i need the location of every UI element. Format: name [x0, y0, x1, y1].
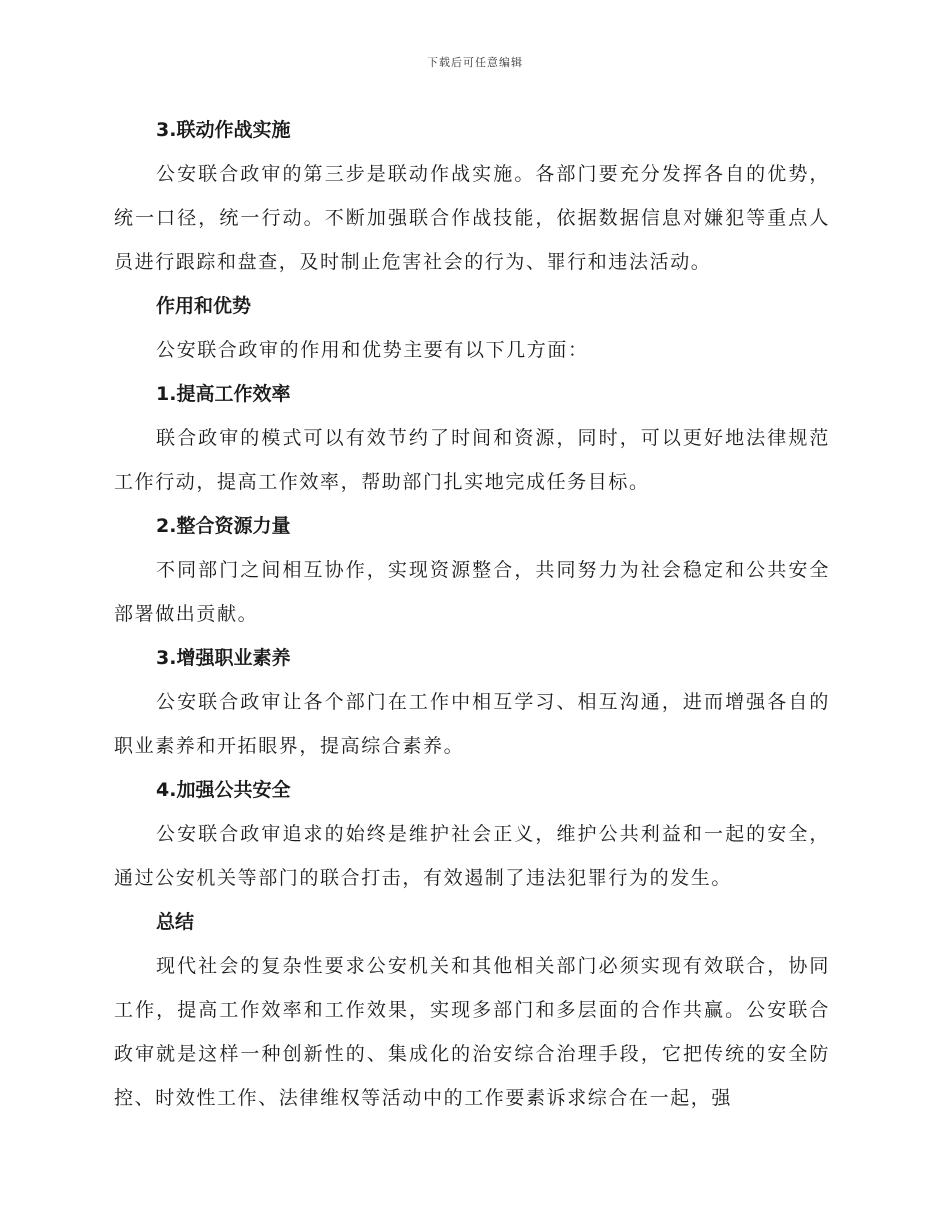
- paragraph-efficiency: 联合政审的模式可以有效节约了时间和资源，同时，可以更好地法律规范工作行动，提高工作效率，帮助部门扎实地完成任务目标。: [114, 427, 830, 493]
- page-header: 下载后可任意编辑: [427, 56, 523, 69]
- section-heading-public-safety: 4.加强公共安全: [156, 779, 291, 801]
- section-heading-resources: 2.整合资源力量: [156, 515, 291, 537]
- section-heading-efficiency: 1.提高工作效率: [156, 383, 291, 405]
- section-heading-joint-operation: 3.联动作战实施: [156, 119, 291, 141]
- paragraph-resources: 不同部门之间相互协作，实现资源整合，共同努力为社会稳定和公共安全部署做出贡献。: [114, 559, 830, 625]
- section-heading-summary: 总结: [156, 911, 195, 933]
- paragraph-role-advantages: 公安联合政审的作用和优势主要有以下几方面：: [156, 339, 589, 361]
- document-body: [114, 108, 830, 1120]
- paragraph-joint-operation: 公安联合政审的第三步是联动作战实施。各部门要充分发挥各自的优势，统一口径，统一行动。不断加强联合作战技能，依据数据信息对嫌犯等重点人员进行跟踪和盘查，及时制止危害社会的行为、罪行和违法活动。: [114, 163, 830, 273]
- paragraph-public-safety: 公安联合政审追求的始终是维护社会正义，维护公共利益和一起的安全，通过公安机关等部门的联合打击，有效遏制了违法犯罪行为的发生。: [114, 823, 830, 889]
- section-heading-role-advantages: 作用和优势: [156, 295, 252, 317]
- paragraph-professionalism: 公安联合政审让各个部门在工作中相互学习、相互沟通，进而增强各自的职业素养和开拓眼界，提高综合素养。: [114, 691, 830, 757]
- paragraph-summary: 现代社会的复杂性要求公安机关和其他相关部门必须实现有效联合，协同工作，提高工作效率和工作效果，实现多部门和多层面的合作共赢。公安联合政审就是这样一种创新性的、集成化的治安综合治理手段，它把传统的安全防控、时效性工作、法律维权等活动中的工作要素诉求综合在一起，强: [114, 955, 830, 1109]
- section-heading-professionalism: 3.增强职业素养: [156, 647, 291, 669]
